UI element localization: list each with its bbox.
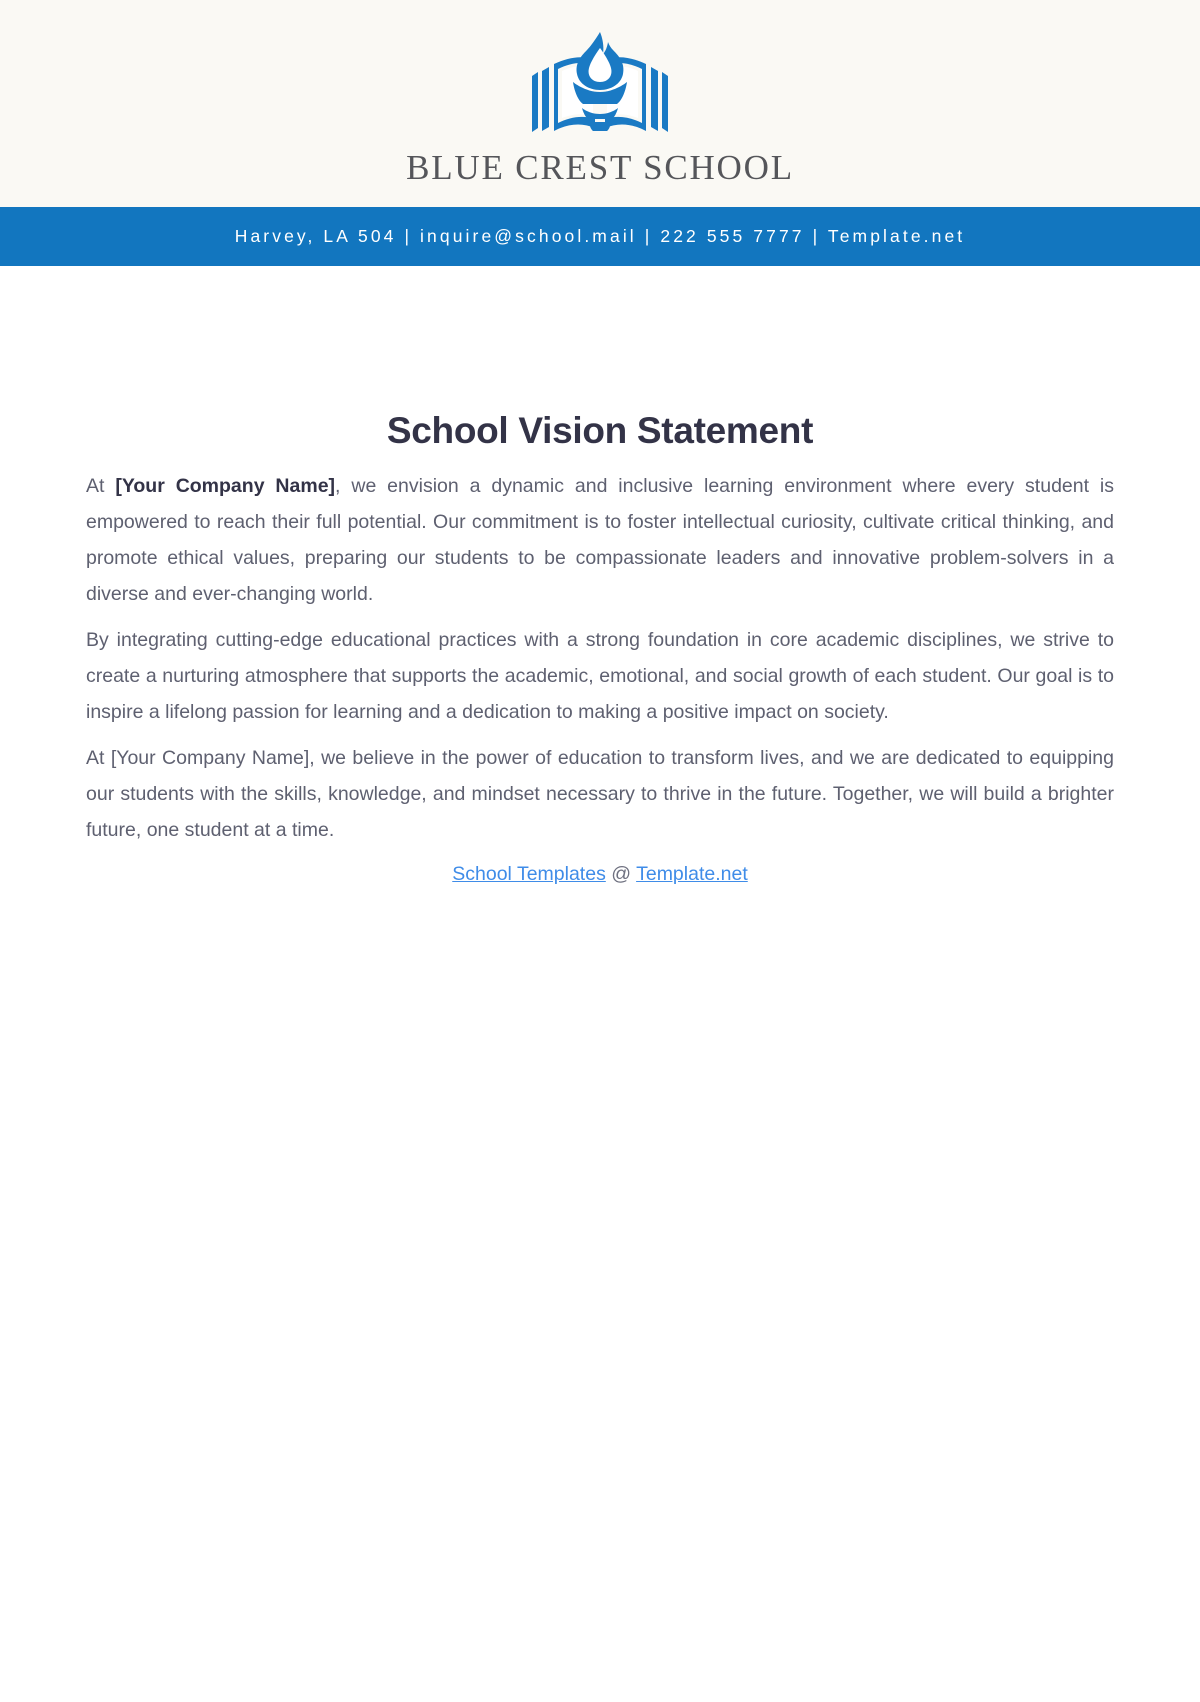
paragraph-1-rest: , we envision a dynamic and inclusive learning environment where every student is empowered to reach their full potential. Our commitment is to foster intellectual curiosity, cultivate critical thinking, and promote ethical values, preparing our students to be compassionate leaders and innovative problem-solvers in a diverse and ever-changing world. — [86, 475, 1115, 605]
vision-paragraph-3: At [Your Company Name], we believe in the power of education to transform lives, and we are dedicated to equipping our students with the skills, knowledge, and mindset necessary to thrive in the future. Together, we will build a brighter future, one student at a time. — [86, 747, 1114, 841]
school-templates-link[interactable]: School Templates — [452, 863, 606, 885]
footer-attribution — [86, 848, 1114, 892]
contact-bar — [0, 207, 1200, 266]
vision-paragraph-2: By integrating cutting-edge educational practices with a strong foundation in core academic disciplines, we strive to create a nurturing atmosphere that supports the academic, emotional, and social growth of each student. Our goal is to inspire a lifelong passion for learning and a dedication to making a positive impact on society. — [86, 629, 1114, 723]
flame-in-open-book-icon — [525, 30, 675, 142]
school-name: BLUE CREST SCHOOL — [406, 148, 794, 187]
school-logo — [525, 30, 675, 142]
page-title: School Vision Statement — [386, 410, 814, 451]
template-net-link[interactable]: Template.net — [636, 863, 748, 885]
company-name-placeholder-bold: [Your Company Name] — [115, 475, 336, 497]
document-header — [0, 0, 1200, 207]
contact-info-text: Harvey, LA 504 | inquire@school.mail | 222 555 7777 | Template.net — [234, 226, 966, 246]
vision-paragraph-1 — [86, 452, 1114, 612]
paragraph-1-lead-prefix: At — [86, 475, 116, 497]
document-body — [0, 410, 1200, 892]
attribution-separator: @ — [605, 863, 637, 885]
